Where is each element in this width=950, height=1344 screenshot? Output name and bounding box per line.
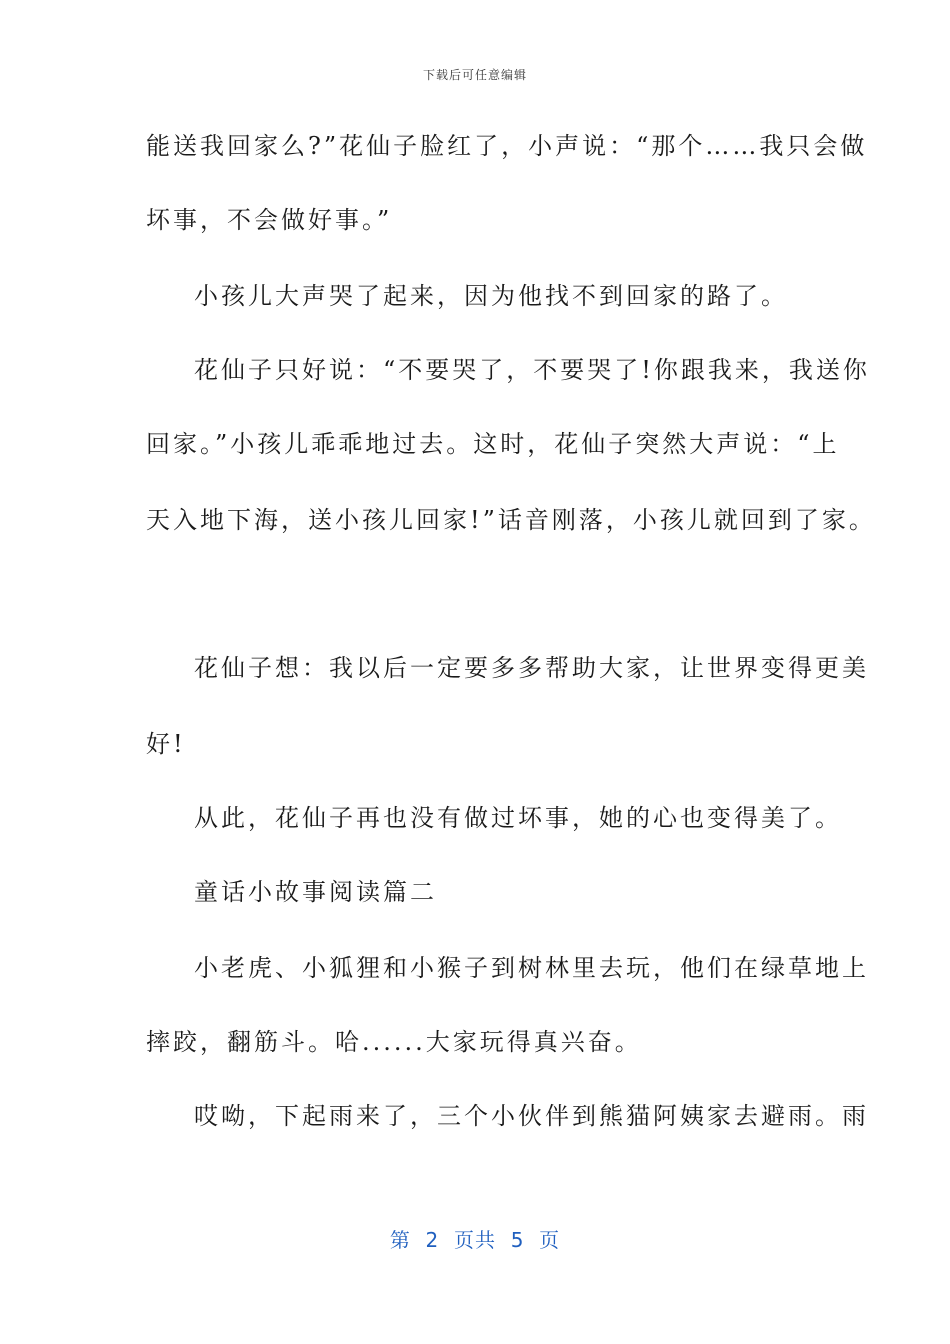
text-line: 好!: [146, 730, 186, 758]
section-heading: 童话小故事阅读篇二: [194, 878, 437, 906]
header-note: 下载后可任意编辑: [422, 68, 527, 82]
text-line: 能送我回家么?”花仙子脸红了，小声说：“那个……我只会做: [146, 132, 868, 160]
text-line: 花仙子想：我以后一定要多多帮助大家，让世界变得更美: [194, 654, 869, 682]
text-line: 哎呦，下起雨来了，三个小伙伴到熊猫阿姨家去避雨。雨: [194, 1102, 869, 1130]
text-line: 天入地下海，送小孩儿回家!”话音刚落，小孩儿就回到了家。: [146, 506, 876, 534]
text-line: 回家。”小孩儿乖乖地过去。这时，花仙子突然大声说：“上: [146, 430, 840, 458]
text-line: 小孩儿大声哭了起来，因为他找不到回家的路了。: [194, 282, 788, 310]
text-line: 小老虎、小狐狸和小猴子到树林里去玩，他们在绿草地上: [194, 954, 869, 982]
text-line: 从此，花仙子再也没有做过坏事，她的心也变得美了。: [194, 804, 842, 832]
text-line: 摔跤，翻筋斗。哈......大家玩得真兴奋。: [146, 1028, 642, 1056]
text-line: 花仙子只好说：“不要哭了，不要哭了!你跟我来，我送你: [194, 356, 870, 384]
text-line: 坏事，不会做好事。”: [146, 206, 393, 234]
page-number: 第 2 页共 5 页: [389, 1228, 561, 1252]
